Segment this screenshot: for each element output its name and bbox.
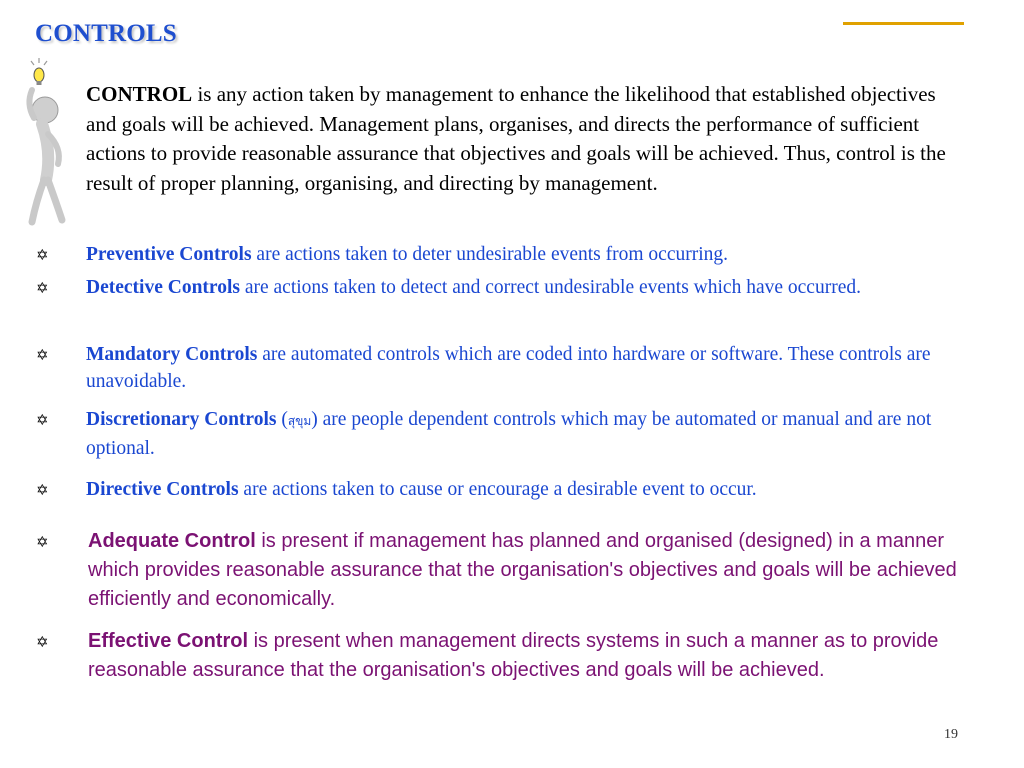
star-bullet-icon: ✡ <box>36 246 49 264</box>
item-term: Mandatory Controls <box>86 344 258 365</box>
star-bullet-icon: ✡ <box>36 346 49 364</box>
intro-term: CONTROL <box>86 82 193 106</box>
list-item-effective-control <box>88 627 988 685</box>
star-bullet-icon: ✡ <box>36 411 49 429</box>
list-item-preventive <box>86 241 976 268</box>
star-bullet-icon: ✡ <box>36 533 49 551</box>
list-item-adequate-control <box>88 527 968 614</box>
star-bullet-icon: ✡ <box>36 279 49 297</box>
list-item-discretionary <box>86 406 976 462</box>
item-text: is present if management has planned and organised (designed) in a manner which provides reasonable assurance that the organisation's objectives and goals will be achieved efficiently and economically. <box>88 530 957 610</box>
item-text: is present when management directs systems in such a manner as to provide reasonable assurance that the organisation's objectives and goals will be achieved. <box>88 630 939 681</box>
intro-text: is any action taken by management to enhance the likelihood that established objectives and goals will be achieved. Management plans, organises, and directs the performance of sufficient actions to provide reasonable assurance that objectives and goals will be achieved. Thus, control is the result of proper planning, organising, and directing by management. <box>86 82 946 195</box>
item-term: Preventive Controls <box>86 244 252 265</box>
lightbulb-icon <box>31 58 47 85</box>
slide-title: CONTROLS <box>35 20 177 47</box>
paren-open: ( <box>276 409 288 430</box>
item-term: Directive Controls <box>86 479 239 500</box>
paren-close: ) <box>311 409 318 430</box>
item-text: are actions taken to cause or encourage a desirable event to occur. <box>238 479 757 500</box>
intro-paragraph <box>86 80 966 198</box>
thai-note: สุขุม <box>287 414 312 428</box>
star-bullet-icon: ✡ <box>36 481 49 499</box>
thinking-figure-icon <box>12 52 74 230</box>
item-text: are actions taken to deter undesirable events from occurring. <box>251 244 729 265</box>
star-bullet-icon: ✡ <box>36 633 49 651</box>
list-item-detective <box>86 274 976 301</box>
item-term: Adequate Control <box>88 530 256 552</box>
item-text: are actions taken to detect and correct undesirable events which have occurred. <box>239 277 861 298</box>
list-item-directive <box>86 476 976 503</box>
item-text: are people dependent controls which may be automated or manual and are not optional. <box>86 409 932 459</box>
item-text: are automated controls which are coded into hardware or software. These controls are unavoidable. <box>86 344 931 392</box>
accent-line <box>843 22 964 25</box>
list-item-mandatory <box>86 341 976 395</box>
item-term: Effective Control <box>88 630 249 652</box>
item-term: Discretionary Controls <box>86 409 277 430</box>
page-number: 19 <box>944 727 958 742</box>
item-term: Detective Controls <box>86 277 240 298</box>
